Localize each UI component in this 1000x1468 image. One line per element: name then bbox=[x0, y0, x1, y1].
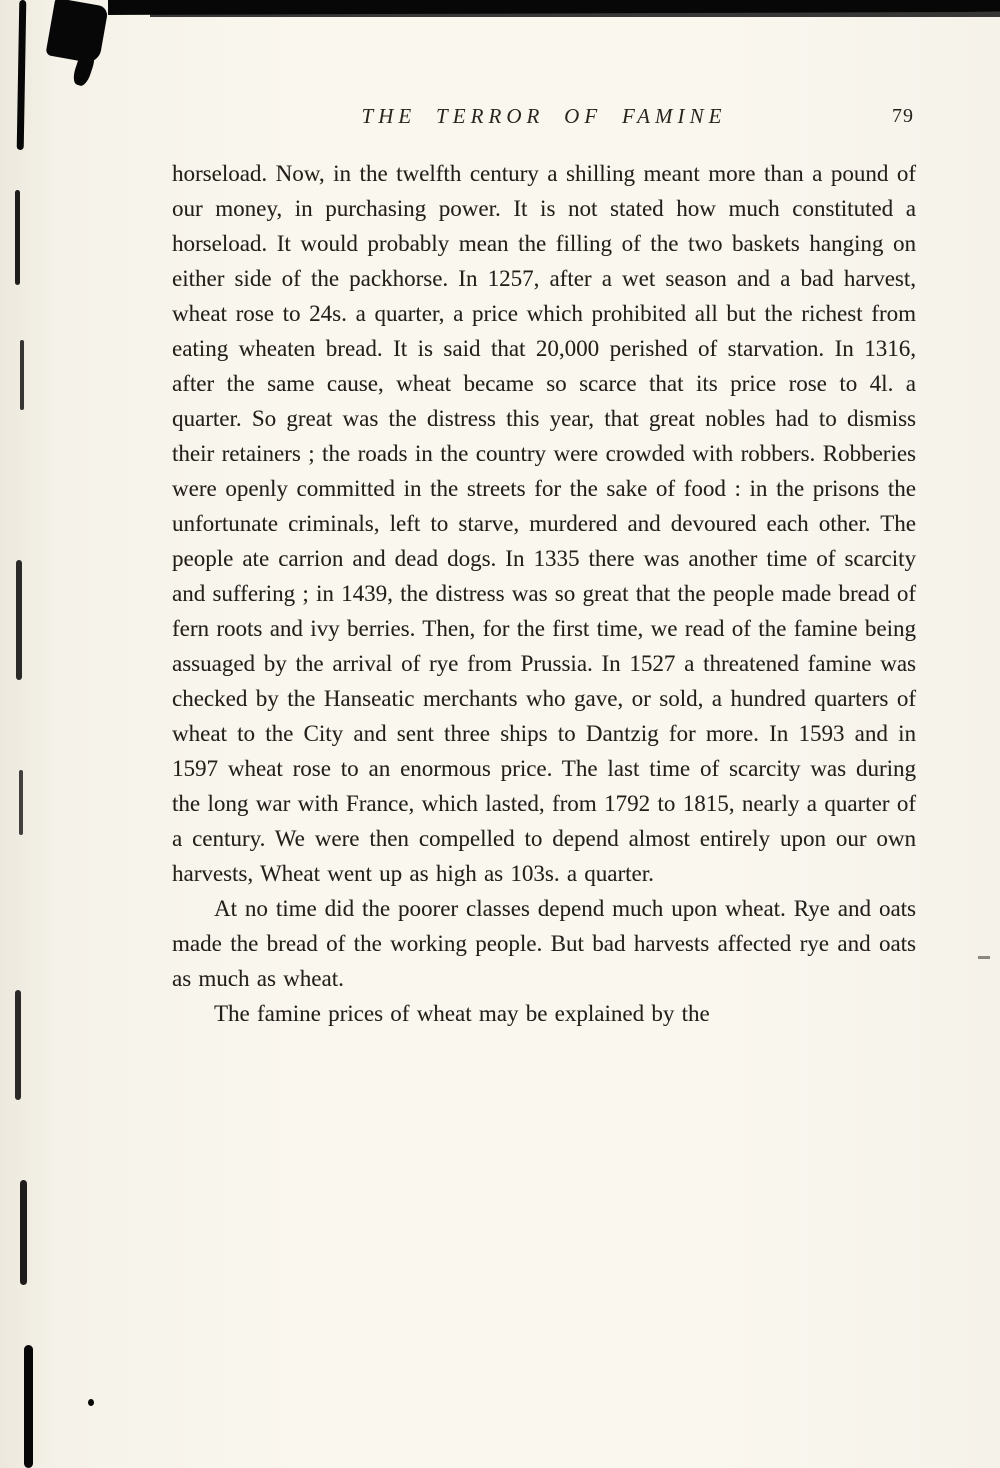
scan-edge-mark bbox=[20, 1180, 27, 1285]
body-text bbox=[172, 156, 916, 1031]
scan-edge-mark bbox=[15, 190, 20, 285]
scan-edge-mark bbox=[20, 340, 24, 410]
scan-edge-top bbox=[150, 12, 1000, 17]
paragraph: At no time did the poorer classes depend much upon wheat. Rye and oats made the bread of the working people. But bad harvests affected rye and oats as much as wheat. bbox=[172, 896, 916, 991]
scan-edge-mark bbox=[16, 560, 22, 680]
scan-edge-mark bbox=[24, 1345, 33, 1468]
scan-edge-mark bbox=[15, 990, 21, 1100]
scan-edge-mark bbox=[19, 770, 23, 835]
page-content bbox=[172, 104, 916, 1031]
running-header-title: THE TERROR OF FAMINE bbox=[361, 104, 727, 128]
paragraph: horseload. Now, in the twelfth century a shilling meant more than a pound of our money, in purchasing power. It is not stated how much constituted a horseload. It would probably mean the filling of the two baskets hanging on either side of the packhorse. In 1257, after a wet season and a bad harvest, wheat rose to 24s. a quarter, a price which prohibited all but the richest from eating wheaten bread. It is said that 20,000 perished of starvation. In 1316, after the same cause, wheat became so scarce that its price rose to 4l. a quarter. So great was the distress this year, that great nobles had to dismiss their retainers ; the roads in the country were crowded with robbers. Robberies were openly committed in the streets for the sake of food : in the prisons the unfortunate criminals, left to starve, murdered and devoured each other. The people ate carrion and dead dogs. In 1335 there was another time of scarcity and suffering ; in 1439, the distress was so great that the people made bread of fern roots and ivy berries. Then, for the first time, we read of the famine being assuaged by the arrival of rye from Prussia. In 1527 a threatened famine was checked by the Hanseatic merchants who gave, or sold, a hundred quarters of wheat to the City and sent three ships to Dantzig for more. In 1593 and in 1597 wheat rose to an enormous price. The last time of scarcity was during the long war with France, which lasted, from 1792 to 1815, nearly a quarter of a century. We were then compelled to depend almost entirely upon our own harvests, Wheat went up as high as 103s. a quarter. bbox=[172, 161, 916, 886]
scan-edge-mark bbox=[17, 0, 27, 150]
paragraph: The famine prices of wheat may be explained by the bbox=[214, 1001, 710, 1026]
running-header bbox=[172, 104, 916, 138]
scan-corner-blob bbox=[45, 0, 108, 64]
page-number: 79 bbox=[892, 105, 914, 127]
scan-speck bbox=[978, 956, 990, 959]
scan-speck bbox=[88, 1399, 94, 1406]
